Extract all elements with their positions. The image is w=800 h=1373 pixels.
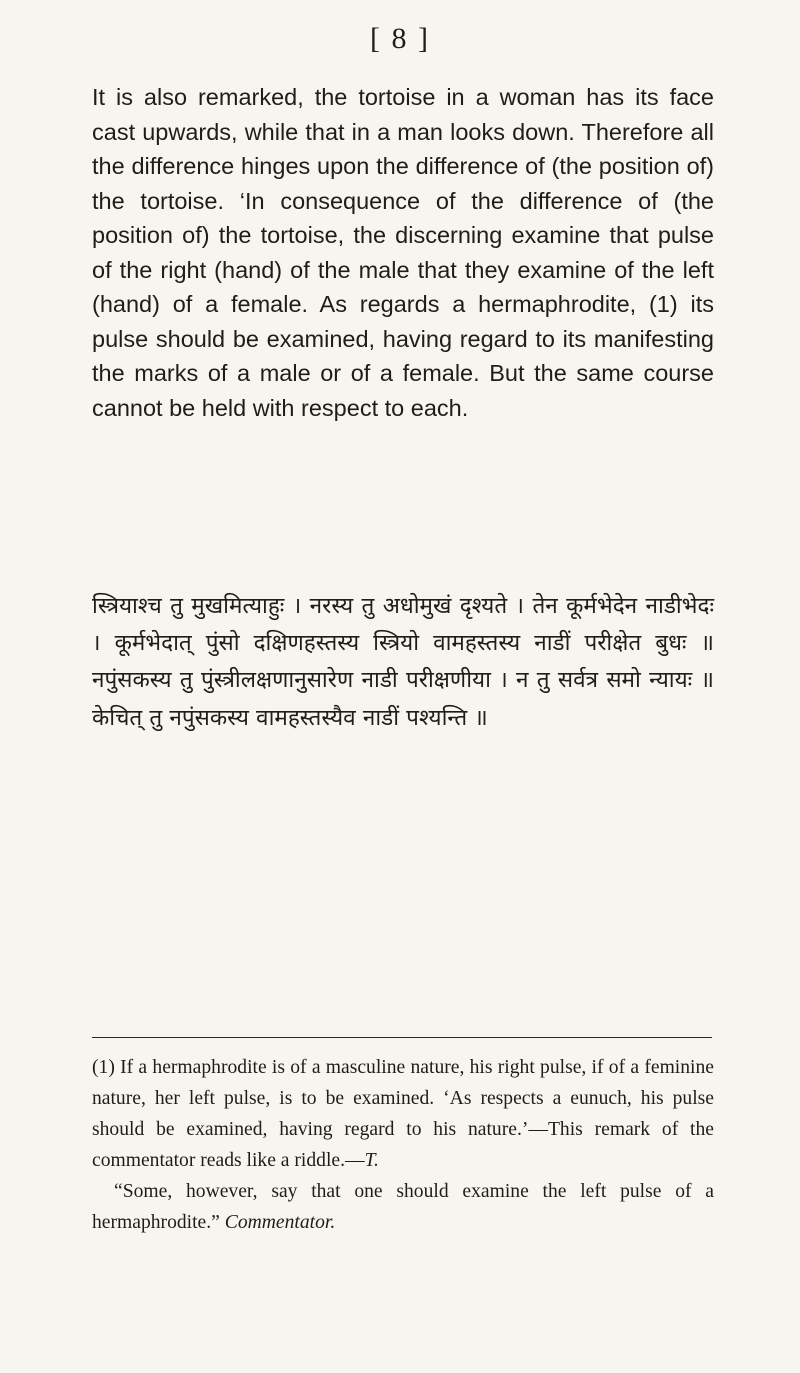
footnote-divider <box>92 1037 712 1038</box>
footnotes <box>92 1052 714 1238</box>
english-paragraph: It is also remarked, the tortoise in a woman has its face cast upwards, while that in a man looks down. Therefore all the difference hinges upon the difference of (the position of) the tortoise. ‘In consequence of the difference of (the position of) the tortoise, the discerning examine that pulse of the right (hand) of the male that they examine of the left (hand) of a female. As regards a hermaphrodite, (1) its pulse should be examined, having regard to its manifesting the marks of a male or of a female. But the same course cannot be held with respect to each. <box>92 84 714 421</box>
sanskrit-passage: स्त्रियाश्च तु मुखमित्याहुः । नरस्य तु अधोमुखं दृश्यते । तेन कूर्मभेदेन नाडीभेदः । कूर्मभेदात् पुंसो दक्षिणहस्तस्य स्त्रियो वामहस्तस्य नाडीं परीक्षेत बुधः ॥ नपुंसकस्य तु पुंस्त्रीलक्षणानुसारेण नाडी परीक्षणीया । न तु सर्वत्र समो न्यायः ॥ केचित् तु नपुंसकस्य वामहस्तस्यैव नाडीं पश्यन्ति ॥ <box>92 593 714 731</box>
footnote-2 <box>92 1176 714 1238</box>
footnote-2-text: “Some, however, say that one should examine the left pulse of a hermaphrodite.” <box>92 1181 714 1233</box>
footnote-2-author: Commentator. <box>224 1212 336 1233</box>
footnote-1 <box>92 1052 714 1176</box>
page-number: [ 8 ] <box>370 22 430 55</box>
footnote-1-text: (1) If a hermaphrodite is of a masculine nature, his right pulse, if of a feminine nature, her left pulse, is to be examined. ‘As respects a eunuch, his pulse should be examined, having regard to his nature.’—This remark of the commentator reads like a riddle.— <box>92 1057 714 1171</box>
footnote-1-author: T. <box>364 1150 379 1171</box>
